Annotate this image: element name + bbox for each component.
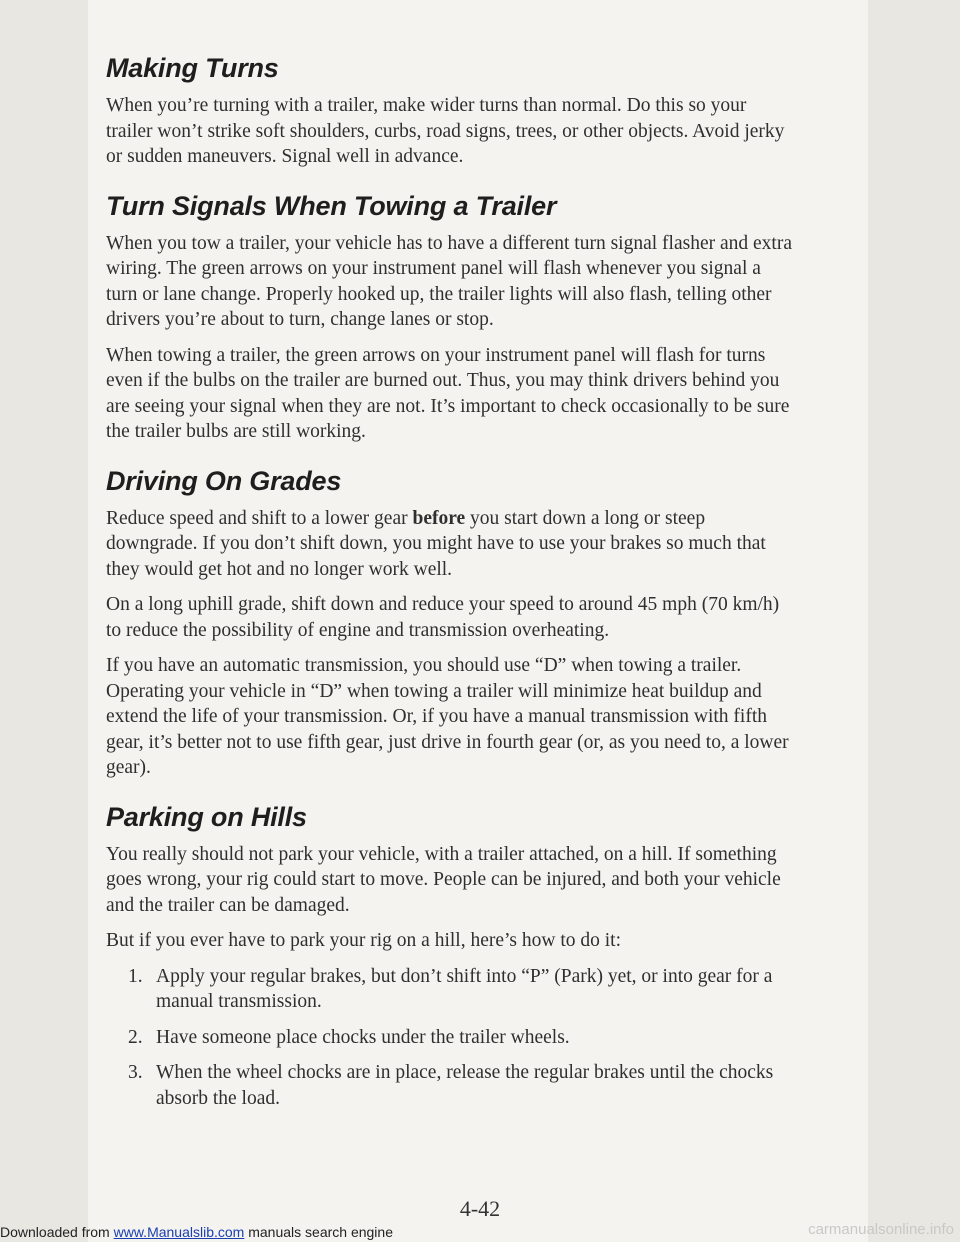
paragraph bbox=[106, 506, 792, 583]
section-heading: Turn Signals When Towing a Trailer bbox=[106, 190, 557, 221]
text-run: you start down a long or steep downgrade. If you don’t shift down, you might have to use your brakes so much that they would get hot and no longer work well. bbox=[106, 507, 766, 580]
watermark: carmanualsonline.info bbox=[808, 1221, 954, 1238]
section-heading: Parking on Hills bbox=[106, 801, 307, 832]
list-item bbox=[106, 1060, 792, 1111]
section-heading: Driving On Grades bbox=[106, 465, 342, 496]
step-text: Apply your regular brakes, but don’t shift into “P” (Park) yet, or into gear for a manual transmission. bbox=[156, 965, 773, 1012]
paragraph: But if you ever have to park your rig on a hill, here’s how to do it: bbox=[106, 930, 622, 951]
section-making-turns bbox=[106, 52, 792, 170]
section-parking-on-hills bbox=[106, 801, 792, 1112]
list-item bbox=[106, 1025, 792, 1051]
paragraph: When you tow a trailer, your vehicle has to have a different turn signal flasher and extra wiring. The green arrows on your instrument panel will flash whenever you signal a turn or lane change. Properly hooked up, the trailer lights will also flash, telling other drivers you’re about to turn, change lanes or stop. bbox=[106, 232, 792, 330]
page-content bbox=[106, 52, 792, 1131]
list-item bbox=[106, 964, 792, 1015]
step-text: Have someone place chocks under the trailer wheels. bbox=[156, 1026, 570, 1048]
page-number: 4-42 bbox=[459, 1196, 501, 1221]
download-footer bbox=[0, 1224, 393, 1240]
footer-suffix: manuals search engine bbox=[244, 1224, 393, 1240]
footer-prefix: Downloaded from bbox=[0, 1224, 114, 1240]
paragraph: On a long uphill grade, shift down and reduce your speed to around 45 mph (70 km/h) to reduce the possibility of engine and transmission overheating. bbox=[106, 594, 780, 641]
parking-steps-list bbox=[106, 964, 792, 1112]
paragraph: You really should not park your vehicle, with a trailer attached, on a hill. If something goes wrong, your rig could start to move. People can be injured, and both your vehicle and the trailer can be damaged. bbox=[106, 843, 781, 916]
emphasis-before: before bbox=[412, 507, 466, 529]
step-text: When the wheel chocks are in place, release the regular brakes until the chocks absorb the load. bbox=[156, 1062, 774, 1109]
section-driving-on-grades bbox=[106, 465, 792, 781]
text-run: Reduce speed and shift to a lower gear bbox=[106, 507, 413, 529]
step-number: 3. bbox=[128, 1062, 143, 1083]
paragraph: When towing a trailer, the green arrows on your instrument panel will flash for turns even if the bulbs on the trailer are burned out. Thus, you may think drivers behind you are seeing your signal when they are not. It’s important to check occasionally to be sure the trailer bulbs are still working. bbox=[106, 344, 790, 442]
section-turn-signals bbox=[106, 190, 792, 445]
paragraph: When you’re turning with a trailer, make wider turns than normal. Do this so your trailer won’t strike soft shoulders, curbs, road signs, trees, or other objects. Avoid jerky or sudden maneuvers. Signal well in advance. bbox=[106, 95, 785, 167]
paragraph: If you have an automatic transmission, you should use “D” when towing a trailer. Operating your vehicle in “D” when towing a trailer will minimize heat buildup and extend the life of your transmission. Or, if you have a manual transmission with fifth gear, it’s better not to use fifth gear, just drive in fourth gear (or, as you need to, a lower gear). bbox=[106, 655, 789, 778]
step-number: 2. bbox=[128, 1026, 143, 1048]
manualslib-link[interactable]: www.Manualslib.com bbox=[113, 1224, 245, 1240]
section-heading: Making Turns bbox=[106, 53, 279, 83]
step-number: 1. bbox=[128, 965, 143, 987]
